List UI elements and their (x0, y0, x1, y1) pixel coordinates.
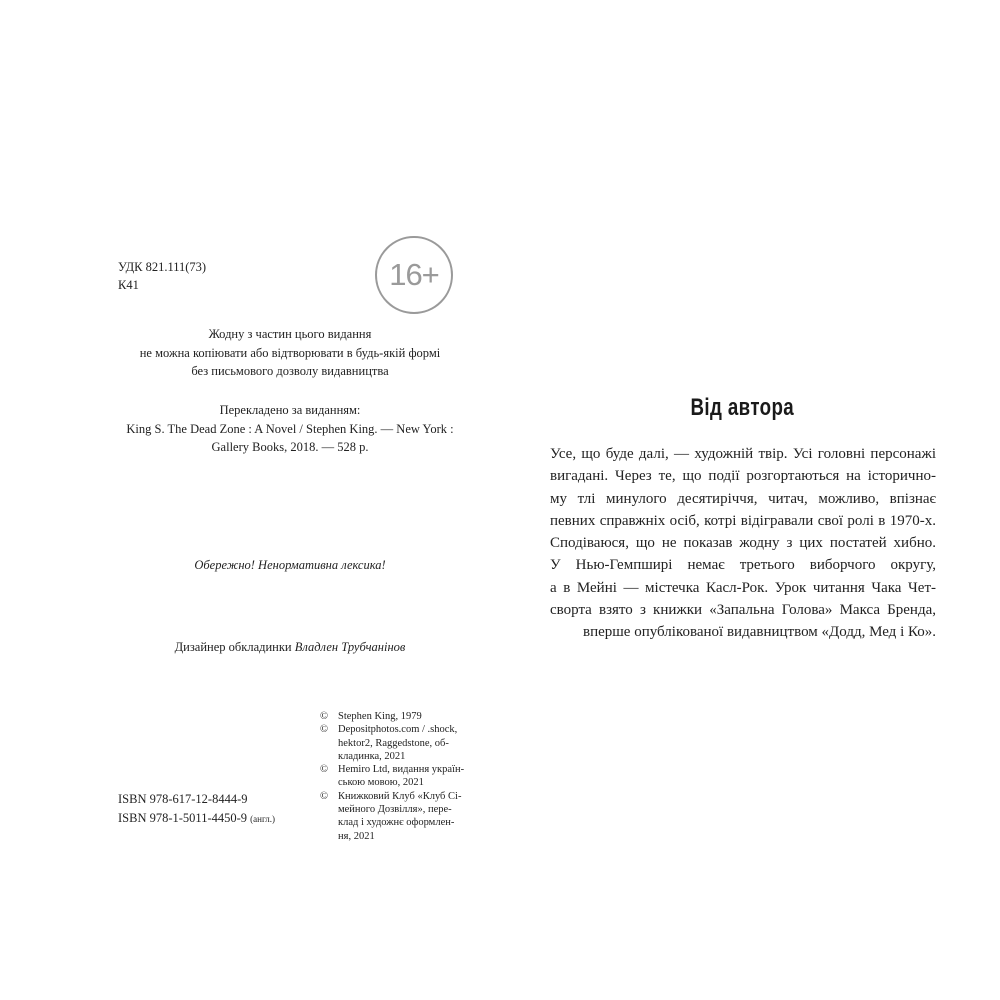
copyright-line: клад і художнє оформлен- (338, 817, 455, 829)
content-warning (110, 556, 470, 575)
copyright-line: кладинка, 2021 (338, 750, 406, 762)
copyright-line: hektor2, Raggedstone, об- (338, 737, 449, 749)
paragraph-line: сворта взято з книжки «Запальна Голова» Макса Бренда, (550, 602, 936, 619)
copyright-symbol: © (320, 764, 328, 776)
rights-notice (110, 325, 470, 381)
paragraph-line: вперше опублікованої видавництвом «Додд, Мед і Ко». (582, 624, 936, 641)
udk-code: УДК 821.111(73) (118, 260, 207, 274)
cover-designer-name: Владлен Трубчанінов (294, 640, 406, 654)
udk-classification (118, 258, 206, 294)
copyright-list (320, 710, 480, 843)
copyright-item (320, 763, 480, 790)
paragraph-line: Усе, що буде далі, — художній твір. Усі головні персонажі (550, 446, 936, 462)
copyright-symbol: © (320, 790, 328, 802)
author-note-paragraph (550, 443, 936, 644)
copyright-item (320, 723, 480, 763)
rights-line: Жодну з частин цього видання (208, 327, 372, 341)
copyright-line: Hemiro Ltd, видання україн- (338, 764, 465, 776)
author-note-heading: Від автора (690, 394, 795, 421)
isbn-ukrainian: ISBN 978-617-12-8444-9 (118, 792, 248, 806)
paragraph-line: му тлі минулого десятиріччя, читач, можливо, впізнає (550, 490, 936, 507)
copyright-line: ня, 2021 (338, 830, 375, 842)
copyright-line: Depositphotos.com / .shock, (338, 724, 458, 736)
copyright-line: ською мовою, 2021 (338, 777, 424, 789)
copyright-symbol: © (320, 724, 328, 736)
paragraph-line: вигадані. Через те, що події розгортаються на історично- (550, 468, 936, 485)
copyright-symbol: © (320, 711, 328, 722)
rights-line: без письмового дозволу видавництва (191, 364, 389, 378)
cover-designer-credit (110, 638, 470, 657)
copyright-line: Книжковий Клуб «Клуб Сі- (338, 790, 462, 802)
paragraph-line: У Нью-Гемпширі немає третього виборчого округу, (550, 557, 936, 574)
paragraph-line: Сподіваюся, що не показав жодну з цих постатей хибно. (550, 535, 936, 552)
paragraph-line: певних справжніх осіб, котрі відігравали свої ролі в 1970-х. (550, 512, 936, 529)
translation-source (110, 401, 470, 457)
copyright-line: мейного Дозвілля», пере- (338, 804, 452, 816)
content-warning-text: Обережно! Ненормативна лексика! (194, 558, 386, 572)
author-mark-code: К41 (118, 278, 139, 292)
cover-designer-label: Дизайнер обкладинки (174, 640, 292, 654)
translation-source-line: Gallery Books, 2018. — 528 p. (211, 440, 369, 454)
isbn-block (118, 790, 275, 828)
isbn-original: ISBN 978-1-5011-4450-9 (118, 810, 248, 825)
copyright-line: Stephen King, 1979 (338, 711, 422, 722)
isbn-original-note: (англ.) (250, 813, 275, 824)
paragraph-line: а в Мейні — містечка Касл-Рок. Урок читання Чака Чет- (550, 579, 936, 596)
right-page (500, 0, 1000, 1000)
translation-source-line: Перекладено за виданням: (219, 403, 361, 417)
age-rating-badge (375, 236, 453, 314)
translation-source-line: King S. The Dead Zone : A Novel / Stephen King. — New York : (126, 421, 454, 436)
copyright-item (320, 790, 480, 843)
rights-line: не можна копіювати або відтворювати в будь-якій формі (139, 345, 441, 360)
age-rating-text: 16+ (389, 257, 439, 292)
copyright-item (320, 710, 480, 723)
